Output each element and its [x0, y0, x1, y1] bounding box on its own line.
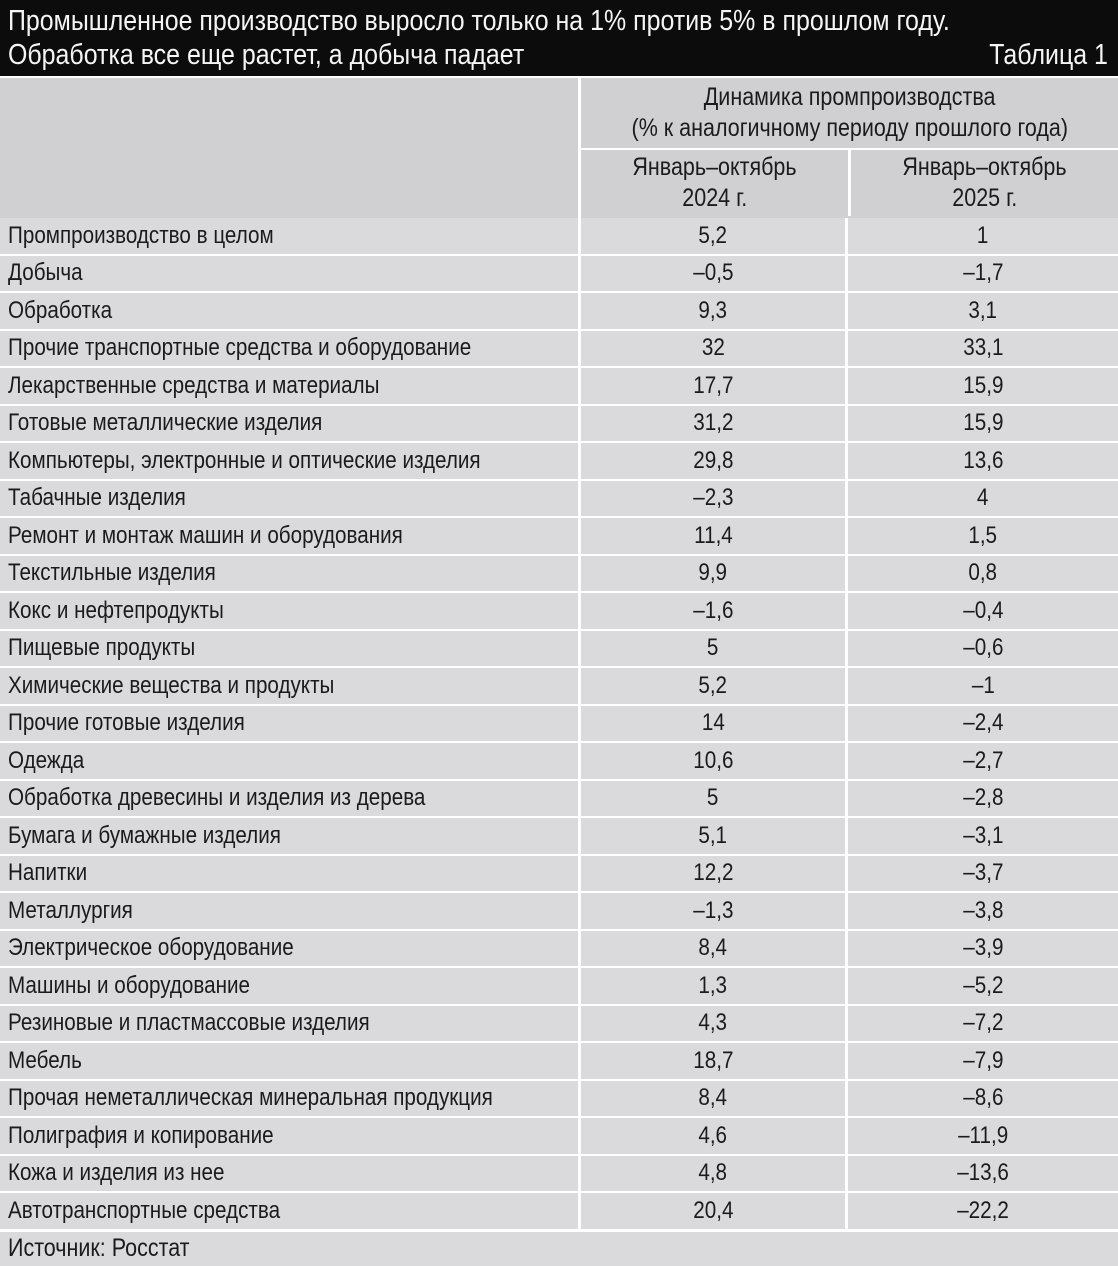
row-value-2025 [845, 593, 1118, 629]
table-row [0, 706, 1118, 744]
row-value-2025-text: –3,7 [962, 859, 1004, 887]
row-category-text: Обработка [8, 296, 113, 324]
values-header-group [578, 78, 1118, 218]
row-category-text: Прочая неметаллическая минеральная продукция [8, 1084, 493, 1112]
row-value-2024 [578, 706, 845, 742]
row-value-2025 [845, 331, 1118, 367]
table-row [0, 631, 1118, 669]
row-value-2025 [845, 293, 1118, 329]
row-value-2024-text: –1,6 [692, 596, 734, 624]
row-value-2025-text: 4 [977, 484, 989, 512]
row-value-2024 [578, 481, 845, 517]
table-row [0, 518, 1118, 556]
row-category [0, 481, 578, 517]
row-category-text: Текстильные изделия [8, 559, 216, 587]
row-value-2024-text: 8,4 [698, 1084, 728, 1112]
row-category [0, 331, 578, 367]
row-value-2025-text: 33,1 [962, 334, 1004, 362]
headline-line-1 [8, 4, 1108, 38]
row-value-2024 [578, 368, 845, 404]
row-value-2024-text: 5 [707, 634, 719, 662]
row-value-2024-text: 4,6 [698, 1121, 728, 1149]
row-category-text: Металлургия [8, 896, 133, 924]
row-value-2024 [578, 518, 845, 554]
table-row [0, 1006, 1118, 1044]
row-value-2024-text: 5 [707, 784, 719, 812]
row-value-2025-text: –3,8 [962, 896, 1004, 924]
row-category [0, 556, 578, 592]
column-header-2025 [848, 150, 1118, 216]
row-value-2024-text: 4,8 [698, 1159, 728, 1187]
table-row [0, 368, 1118, 406]
headline-line-1-text: Промышленное производство выросло только на 1% против 5% в прошлом году. [8, 5, 950, 37]
row-value-2025-text: –0,6 [962, 634, 1004, 662]
row-value-2024 [578, 1193, 845, 1229]
row-value-2025 [845, 218, 1118, 254]
row-category-text: Пищевые продукты [8, 634, 196, 662]
row-value-2025-text: –2,4 [962, 709, 1004, 737]
row-value-2025-text: –2,8 [962, 784, 1004, 812]
row-category-text: Автотранспортные средства [8, 1196, 281, 1224]
row-value-2025 [845, 743, 1118, 779]
row-category-text: Готовые металлические изделия [8, 409, 323, 437]
row-category-text: Добыча [8, 259, 83, 287]
row-value-2024-text: 29,8 [692, 446, 734, 474]
row-category [0, 256, 578, 292]
row-category-text: Кожа и изделия из нее [8, 1159, 225, 1187]
table-row [0, 781, 1118, 819]
group-header [581, 78, 1118, 150]
row-value-2025-text: –7,2 [962, 1009, 1004, 1037]
row-value-2024-text: 5,2 [698, 221, 728, 249]
table-row [0, 893, 1118, 931]
row-category [0, 631, 578, 667]
row-value-2025-text: 1 [977, 221, 989, 249]
row-value-2024 [578, 931, 845, 967]
row-category-text: Прочие готовые изделия [8, 709, 245, 737]
row-value-2025-text: –3,9 [962, 934, 1004, 962]
column-header-2025-year: 2025 г. [951, 184, 1017, 212]
row-value-2025-text: –2,7 [962, 746, 1004, 774]
row-value-2024-text: 17,7 [692, 371, 734, 399]
row-value-2024-text: 18,7 [692, 1046, 734, 1074]
column-header-2024 [581, 150, 848, 216]
row-category [0, 593, 578, 629]
row-value-2025-text: –3,1 [962, 821, 1004, 849]
row-category [0, 668, 578, 704]
table-row [0, 668, 1118, 706]
data-table [0, 78, 1118, 1231]
row-value-2025-text: –0,4 [962, 596, 1004, 624]
row-category-text: Табачные изделия [8, 484, 186, 512]
row-value-2025 [845, 443, 1118, 479]
column-header-2024-year: 2024 г. [681, 184, 747, 212]
row-value-2025 [845, 893, 1118, 929]
row-value-2024 [578, 218, 845, 254]
row-category [0, 1156, 578, 1192]
row-category-text: Резиновые и пластмассовые изделия [8, 1009, 370, 1037]
row-value-2024-text: 10,6 [692, 746, 734, 774]
row-category [0, 1118, 578, 1154]
row-value-2025 [845, 781, 1118, 817]
row-value-2024 [578, 968, 845, 1004]
row-value-2024 [578, 668, 845, 704]
row-value-2024-text: –1,3 [692, 896, 734, 924]
row-value-2024 [578, 743, 845, 779]
row-category-text: Машины и оборудование [8, 971, 251, 999]
row-category [0, 781, 578, 817]
row-value-2025 [845, 856, 1118, 892]
row-value-2025 [845, 406, 1118, 442]
row-category [0, 968, 578, 1004]
row-category-text: Полиграфия и копирование [8, 1121, 274, 1149]
table-row [0, 481, 1118, 519]
row-value-2024-text: 11,4 [693, 521, 733, 549]
row-value-2024-text: –2,3 [692, 484, 734, 512]
row-category [0, 743, 578, 779]
row-value-2025-text: 3,1 [968, 296, 998, 324]
row-value-2025 [845, 818, 1118, 854]
row-category [0, 818, 578, 854]
row-value-2025 [845, 968, 1118, 1004]
group-header-line-1: Динамика промпроизводства [703, 83, 996, 111]
row-value-2024-text: 4,3 [698, 1009, 728, 1037]
row-value-2024 [578, 1118, 845, 1154]
row-value-2024 [578, 556, 845, 592]
row-value-2025 [845, 668, 1118, 704]
row-category-text: Бумага и бумажные изделия [8, 821, 281, 849]
row-value-2024 [578, 256, 845, 292]
row-category-text: Компьютеры, электронные и оптические изделия [8, 446, 481, 474]
row-category-text: Обработка древесины и изделия из дерева [8, 784, 426, 812]
row-value-2025-text: –22,2 [957, 1196, 1009, 1224]
row-category [0, 1193, 578, 1229]
row-value-2025 [845, 481, 1118, 517]
table-row [0, 856, 1118, 894]
table-row [0, 331, 1118, 369]
row-value-2024-text: 32 [701, 334, 725, 362]
title-bar [0, 0, 1118, 76]
row-value-2024 [578, 406, 845, 442]
row-value-2025-text: –13,6 [957, 1159, 1009, 1187]
row-value-2024-text: –0,5 [692, 259, 734, 287]
row-value-2025-text: –1,7 [962, 259, 1004, 287]
row-category-text: Напитки [8, 859, 88, 887]
row-value-2025-text: 1,5 [968, 521, 998, 549]
row-value-2025 [845, 256, 1118, 292]
row-value-2025-text: –1 [971, 671, 995, 699]
row-value-2025 [845, 1193, 1118, 1229]
year-header-row [581, 150, 1118, 216]
table-row [0, 593, 1118, 631]
row-value-2025-text: –7,9 [962, 1046, 1004, 1074]
table-row [0, 293, 1118, 331]
row-value-2024-text: 5,1 [698, 821, 728, 849]
row-category-text: Кокс и нефтепродукты [8, 596, 224, 624]
table-row [0, 818, 1118, 856]
row-value-2025 [845, 368, 1118, 404]
row-category [0, 443, 578, 479]
source-note [0, 1231, 1118, 1266]
row-category [0, 893, 578, 929]
row-value-2025-text: 13,6 [962, 446, 1004, 474]
row-value-2024 [578, 331, 845, 367]
row-value-2024 [578, 818, 845, 854]
row-category-text: Прочие транспортные средства и оборудование [8, 334, 472, 362]
row-value-2025-text: 15,9 [962, 371, 1004, 399]
row-value-2024-text: 9,9 [698, 559, 728, 587]
row-value-2025-text: –8,6 [962, 1084, 1004, 1112]
table-header [0, 78, 1118, 218]
row-category [0, 406, 578, 442]
row-value-2025 [845, 556, 1118, 592]
row-value-2025 [845, 1118, 1118, 1154]
row-value-2024 [578, 593, 845, 629]
row-value-2024 [578, 1006, 845, 1042]
column-header-2024-period: Январь–октябрь [632, 153, 797, 181]
row-category-text: Мебель [8, 1046, 82, 1074]
row-category-text: Электрическое оборудование [8, 934, 294, 962]
row-value-2024-text: 5,2 [698, 671, 728, 699]
table-row [0, 743, 1118, 781]
table-row [0, 931, 1118, 969]
row-category [0, 1081, 578, 1117]
table-row [0, 256, 1118, 294]
row-value-2025-text: 0,8 [968, 559, 998, 587]
row-value-2025 [845, 631, 1118, 667]
table-row [0, 556, 1118, 594]
headline-line-2-text: Обработка все еще растет, а добыча падает [8, 39, 525, 71]
table-row [0, 1081, 1118, 1119]
row-value-2024 [578, 781, 845, 817]
row-category [0, 1006, 578, 1042]
row-category [0, 368, 578, 404]
category-column-header-cell [0, 78, 578, 218]
table-row [0, 1043, 1118, 1081]
row-value-2024 [578, 1081, 845, 1117]
row-category-text: Лекарственные средства и материалы [8, 371, 380, 399]
row-value-2025 [845, 931, 1118, 967]
column-header-2025-period: Январь–октябрь [902, 153, 1067, 181]
table-number-label: Таблица 1 [989, 39, 1108, 71]
table-row [0, 1156, 1118, 1194]
row-value-2025 [845, 1081, 1118, 1117]
row-value-2024 [578, 293, 845, 329]
row-value-2025 [845, 1006, 1118, 1042]
row-category [0, 518, 578, 554]
source-note-text: Источник: Росстат [8, 1234, 190, 1263]
row-value-2025 [845, 518, 1118, 554]
row-value-2024-text: 12,2 [692, 859, 734, 887]
table-row [0, 406, 1118, 444]
row-value-2024-text: 8,4 [698, 934, 728, 962]
row-value-2025-text: –5,2 [962, 971, 1004, 999]
table-row [0, 443, 1118, 481]
table-body [0, 218, 1118, 1231]
row-value-2024 [578, 1043, 845, 1079]
row-category-text: Одежда [8, 746, 85, 774]
row-value-2024-text: 20,4 [692, 1196, 734, 1224]
row-value-2024 [578, 1156, 845, 1192]
row-value-2024 [578, 893, 845, 929]
row-category [0, 706, 578, 742]
row-value-2024-text: 14 [701, 709, 725, 737]
row-value-2024-text: 31,2 [692, 409, 734, 437]
row-value-2025 [845, 1043, 1118, 1079]
row-category-text: Промпроизводство в целом [8, 221, 274, 249]
group-header-line-2: (% к аналогичному периоду прошлого года) [631, 114, 1068, 142]
row-value-2024-text: 1,3 [698, 971, 728, 999]
row-value-2025 [845, 706, 1118, 742]
row-value-2024 [578, 443, 845, 479]
headline-line-2-row [8, 38, 1108, 72]
table-row [0, 218, 1118, 256]
row-category-text: Химические вещества и продукты [8, 671, 335, 699]
row-category [0, 856, 578, 892]
row-category [0, 218, 578, 254]
table-row [0, 1118, 1118, 1156]
table-row [0, 1193, 1118, 1231]
table-row [0, 968, 1118, 1006]
row-value-2024-text: 9,3 [698, 296, 728, 324]
row-category-text: Ремонт и монтаж машин и оборудования [8, 521, 403, 549]
row-category [0, 1043, 578, 1079]
row-value-2025-text: 15,9 [962, 409, 1004, 437]
row-value-2024 [578, 631, 845, 667]
row-value-2025-text: –11,9 [957, 1121, 1009, 1149]
row-value-2025 [845, 1156, 1118, 1192]
row-category [0, 293, 578, 329]
row-category [0, 931, 578, 967]
row-value-2024 [578, 856, 845, 892]
